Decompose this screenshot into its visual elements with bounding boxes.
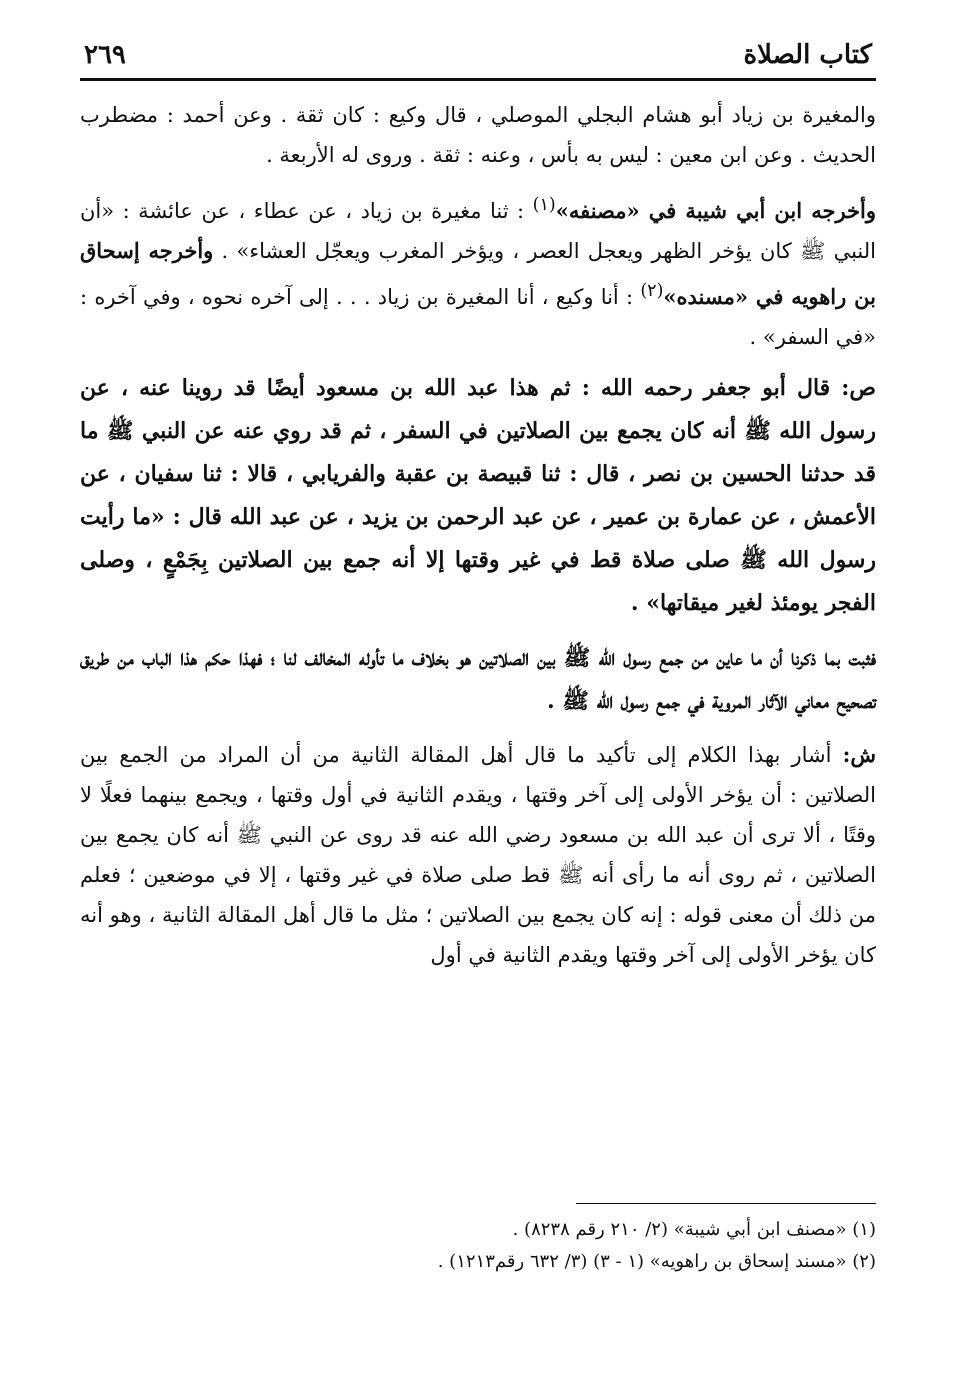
citation-ishaq-ibn-rahwayh: وأخرجه إسحاق بن راهويه في «مسنده»: [80, 238, 876, 309]
commentary-text: أشار بهذا الكلام إلى تأكيد ما قال أهل المقالة الثانية من أن المراد من الجمع بين الصلاتين : أن يؤخر الأولى إلى آخر وقتها ، ويقدم الثانية في أول وقتها ، ويجمع بينهما فعلًا لا وقتًا ، ألا ترى أن عبد الله بن مسعود رضي الله عنه قد روى عن النبي ﷺ أنه كان يجمع بين الصلاتين ، ثم روى أنه ما رأى أنه ﷺ قط صلى صلاة في غير وقتها ، إلا في موضعين ؛ فعلم من ذلك أن معنى قوله : إنه كان يجمع بين الصلاتين ؛ مثل ما قال أهل المقالة الثانية ، وهو أنه كان يؤخر الأولى إلى آخر وقتها ويقدم الثانية في أول: [80, 743, 877, 967]
paragraph-2: [80, 185, 876, 357]
footnote-ref-1: (١): [532, 195, 556, 215]
commentary-paragraph: [80, 735, 876, 975]
page-header: [80, 40, 876, 81]
paragraph-1: والمغيرة بن زياد أبو هشام البجلي الموصلي ، قال وكيع : كان ثقة . وعن أحمد : مضطرب الحديث . وعن ابن معين : ليس به بأس ، وعنه : ثقة . وروى له الأربعة .: [80, 103, 876, 167]
footnote-1: (١) «مصنف ابن أبي شيبة» (٢/ ٢١٠ رقم ٨٢٣٨) .: [512, 1219, 876, 1240]
page: [80, 40, 876, 985]
citation-ibn-abi-shaybah: وأخرجه ابن أبي شيبة في «مصنفه»: [555, 198, 877, 223]
conclusion-paragraph: فثبت بما ذكرنا أن ما عاين من جمع رسول الله ﷺ بين الصلاتين هو بخلاف ما تأوله المخالف لنا ؛ فهذا حكم هذا الباب من طريق تصحيح معاني الآثار المروية في جمع رسول الله ﷺ .: [80, 645, 876, 714]
commentary-label: ش:: [842, 742, 876, 767]
footnote-ref-2: (٢): [640, 281, 664, 301]
footnote-divider: [576, 1203, 876, 1204]
page-body: [80, 95, 876, 975]
matn-paragraph: [80, 367, 876, 625]
page-number: ٢٦٩: [84, 40, 126, 70]
paragraph-2-text-a: : ثنا مغيرة بن زياد ، عن عطاء ، عن عائشة : «أن النبي ﷺ كان يؤخر الظهر ويعجل العصر ، ويؤخر المغرب ويعجّل العشاء» .: [80, 199, 876, 263]
footnotes: [80, 1203, 876, 1278]
chapter-title: كتاب الصلاة: [743, 40, 872, 70]
paragraph-2-text-b: : أنا وكيع ، أنا المغيرة بن زياد . . . إلى آخره نحوه ، وفي آخره : «في السفر» .: [80, 285, 876, 349]
matn-label: ص:: [841, 375, 876, 401]
matn-text: قال أبو جعفر رحمه الله : ثم هذا عبد الله بن مسعود أيضًا قد روينا عنه ، عن رسول الله ﷺ أنه كان يجمع بين الصلاتين في السفر ، ثم قد روي عنه عن النبي ﷺ ما قد حدثنا الحسين بن نصر ، قال : ثنا قبيصة بن عقبة والفريابي ، قالا : ثنا سفيان ، عن الأعمش ، عن عمارة بن عمير ، عن عبد الرحمن بن يزيد ، عن عبد الله قال : «ما رأيت رسول الله ﷺ صلى صلاة قط في غير وقتها إلا أنه جمع بين الصلاتين بِجَمْعٍ ، وصلى الفجر يومئذ لغير ميقاتها» .: [80, 375, 876, 616]
footnote-2: (٢) «مسند إسحاق بن راهويه» (١ - ٣) (٣/ ٦٣٢ رقم١٢١٣) .: [437, 1251, 876, 1272]
